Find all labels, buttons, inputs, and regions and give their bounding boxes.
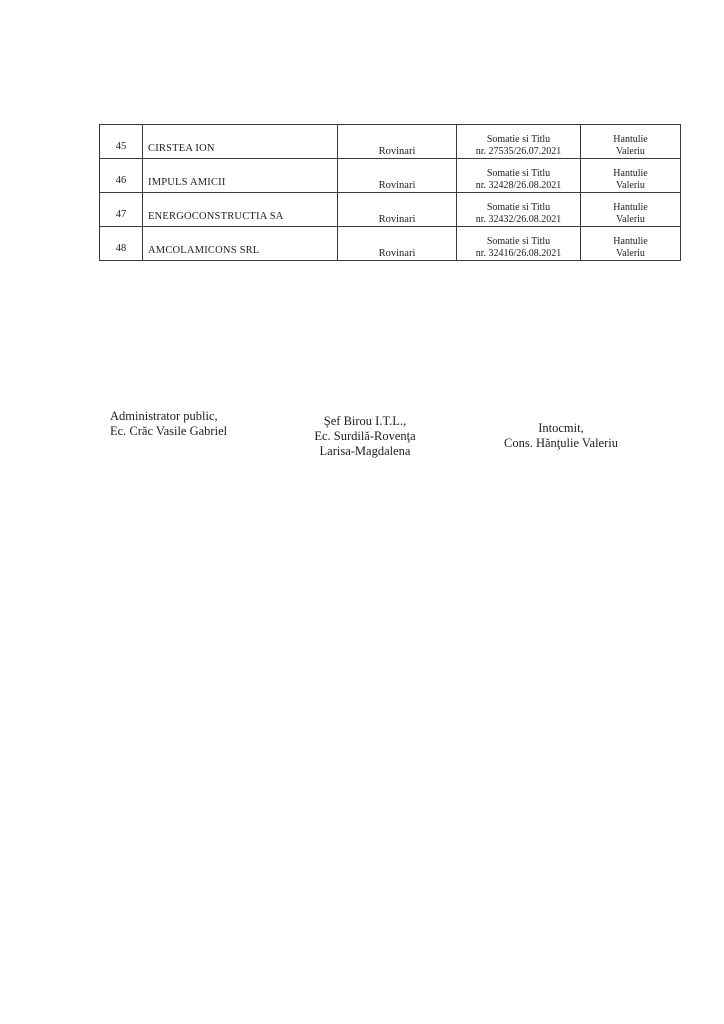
responsible-surname: Hantulie xyxy=(613,202,648,213)
document-type: Somatie si Titlu xyxy=(486,202,551,213)
signature-name: Ec. Crăc Vasile Gabriel xyxy=(110,424,228,438)
responsible-given-name: Valeriu xyxy=(616,146,645,157)
locality: Rovinari xyxy=(338,193,457,227)
responsible-surname: Hantulie xyxy=(613,134,648,145)
document-reference xyxy=(457,125,581,159)
signature-name-continued: Larisa-Magdalena xyxy=(319,444,411,458)
document-reference xyxy=(457,227,581,261)
table-row xyxy=(100,227,681,261)
responsible-surname: Hantulie xyxy=(613,236,648,247)
table-row xyxy=(100,125,681,159)
debtor-name: IMPULS AMICII xyxy=(143,159,338,193)
document-reference xyxy=(457,159,581,193)
document-reference xyxy=(457,193,581,227)
document-number: nr. 32432/26.08.2021 xyxy=(475,214,562,225)
responsible-given-name: Valeriu xyxy=(616,248,645,259)
responsible xyxy=(581,159,681,193)
locality: Rovinari xyxy=(338,227,457,261)
signature-block-administrator xyxy=(110,409,227,439)
row-number: 46 xyxy=(100,159,143,193)
table-row xyxy=(100,159,681,193)
responsible xyxy=(581,193,681,227)
signature-title: Şef Birou I.T.L., xyxy=(323,414,407,428)
row-number: 48 xyxy=(100,227,143,261)
locality: Rovinari xyxy=(338,159,457,193)
responsible-given-name: Valeriu xyxy=(616,214,645,225)
document-type: Somatie si Titlu xyxy=(486,134,551,145)
row-number: 47 xyxy=(100,193,143,227)
document-number: nr. 32416/26.08.2021 xyxy=(475,248,562,259)
locality: Rovinari xyxy=(338,125,457,159)
document-type: Somatie si Titlu xyxy=(486,236,551,247)
document-number: nr. 27535/26.07.2021 xyxy=(475,146,562,157)
debtors-table xyxy=(99,124,681,261)
table-row xyxy=(100,193,681,227)
signature-block-author xyxy=(476,421,646,451)
document-type: Somatie si Titlu xyxy=(486,168,551,179)
document-number: nr. 32428/26.08.2021 xyxy=(475,180,562,191)
row-number: 45 xyxy=(100,125,143,159)
debtor-name: CIRSTEA ION xyxy=(143,125,338,159)
debtor-name: AMCOLAMICONS SRL xyxy=(143,227,338,261)
responsible-given-name: Valeriu xyxy=(616,180,645,191)
signature-name: Ec. Surdilă-Rovenţa xyxy=(314,429,416,443)
debtor-name: ENERGOCONSTRUCTIA SA xyxy=(143,193,338,227)
signature-block-office-chief xyxy=(303,414,427,459)
signature-name: Cons. Hănţulie Valeriu xyxy=(504,436,618,450)
signature-title: Administrator public, xyxy=(110,409,218,423)
responsible-surname: Hantulie xyxy=(613,168,648,179)
responsible xyxy=(581,227,681,261)
signature-title: Intocmit, xyxy=(538,421,584,435)
responsible xyxy=(581,125,681,159)
